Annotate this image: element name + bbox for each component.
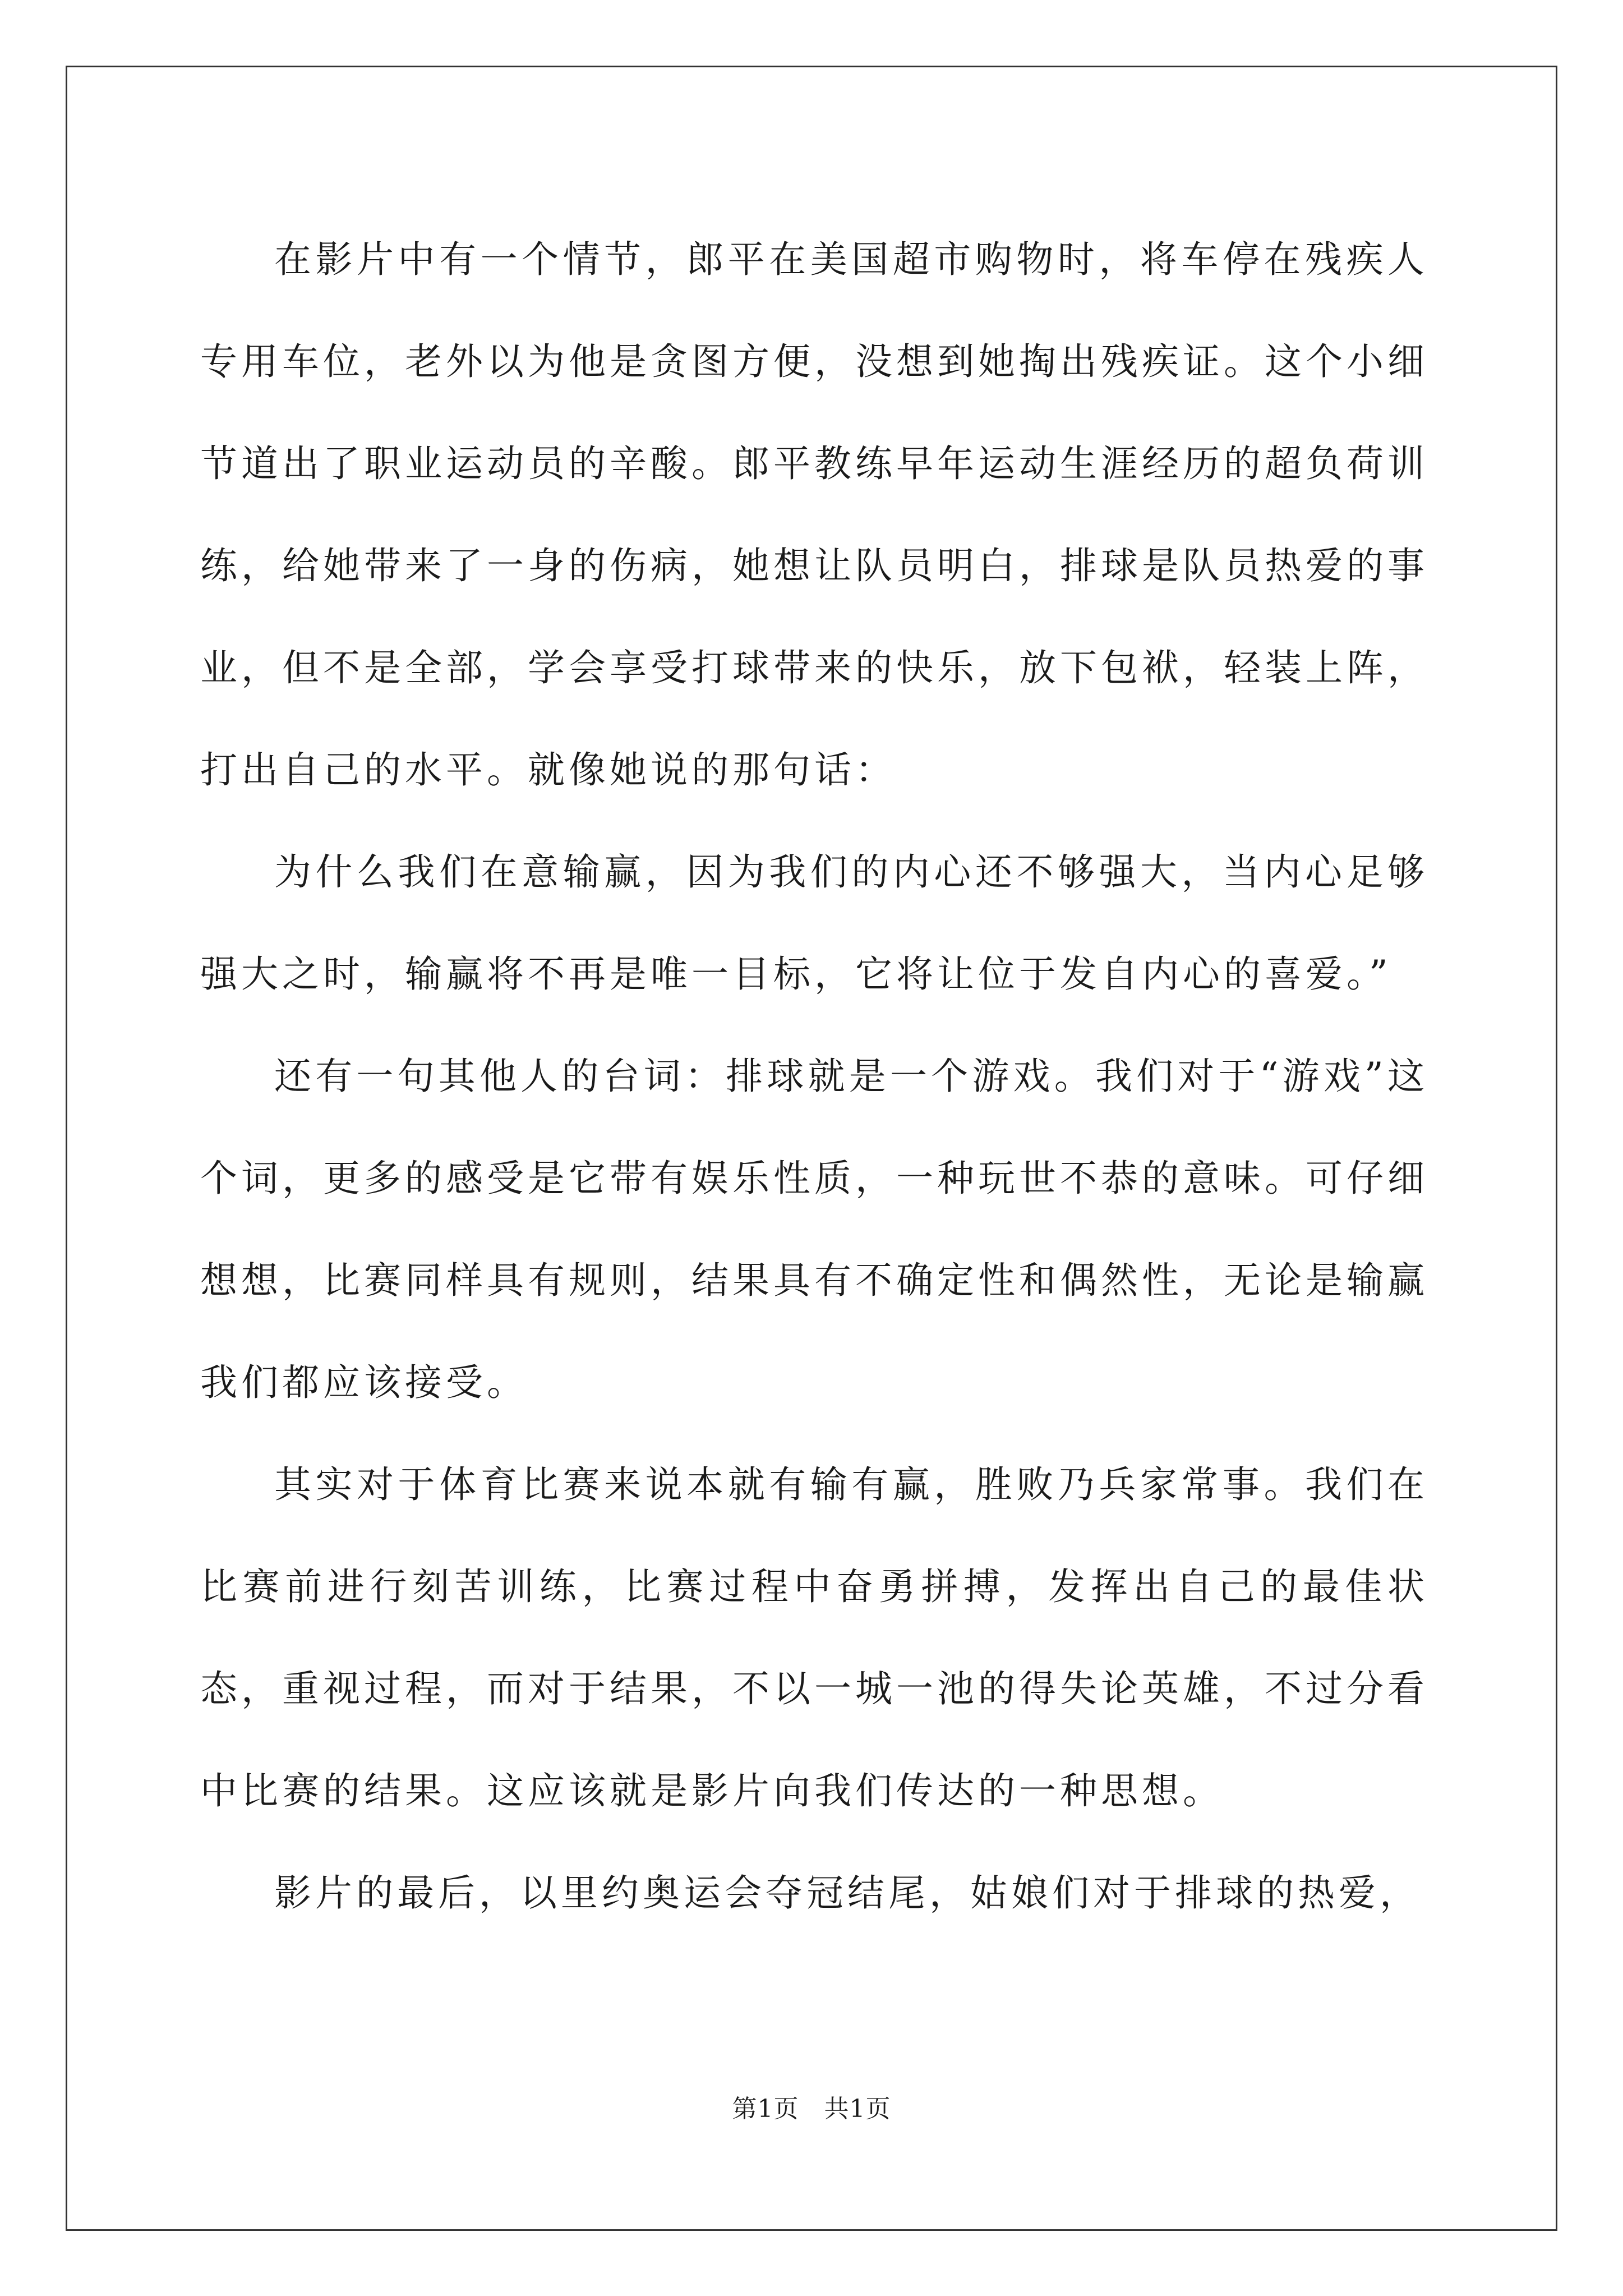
page-number-footer: 第1页 共1页 — [732, 2095, 891, 2123]
paragraph-3: 还有一句其他人的台词：排球就是一个游戏。我们对于“游戏”这个词，更多的感受是它带有娱乐性质，一种玩世不恭的意味。可仔细想想，比赛同样具有规则，结果具有不确定性和偶然性，无论是输赢我们都应该接受。 — [200, 1055, 1428, 1404]
paragraph-2: 为什么我们在意输赢，因为我们的内心还不够强大，当内心足够强大之时，输赢将不再是唯一目标，它将让位于发自内心的喜爱。” — [200, 850, 1428, 996]
paragraph-1: 在影片中有一个情节，郎平在美国超市购物时，将车停在残疾人专用车位，老外以为他是贪图方便，没想到她掏出残疾证。这个小细节道出了职业运动员的辛酸。郎平教练早年运动生涯经历的超负荷训练，给她带来了一身的伤病，她想让队员明白，排球是队员热爱的事业，但不是全部，学会享受打球带来的快乐，放下包袱，轻装上阵，打出自己的水平。就像她说的那句话： — [200, 238, 1428, 792]
paragraph-4: 其实对于体育比赛来说本就有输有赢，胜败乃兵家常事。我们在比赛前进行刻苦训练，比赛过程中奋勇拼搏，发挥出自己的最佳状态，重视过程，而对于结果，不以一城一池的得失论英雄，不过分看中比赛的结果。这应该就是影片向我们传达的一种思想。 — [200, 1463, 1428, 1812]
document-body — [200, 209, 1428, 1944]
paragraph-5: 影片的最后，以里约奥运会夺冠结尾，姑娘们对于排球的热爱， — [274, 1871, 1421, 1915]
